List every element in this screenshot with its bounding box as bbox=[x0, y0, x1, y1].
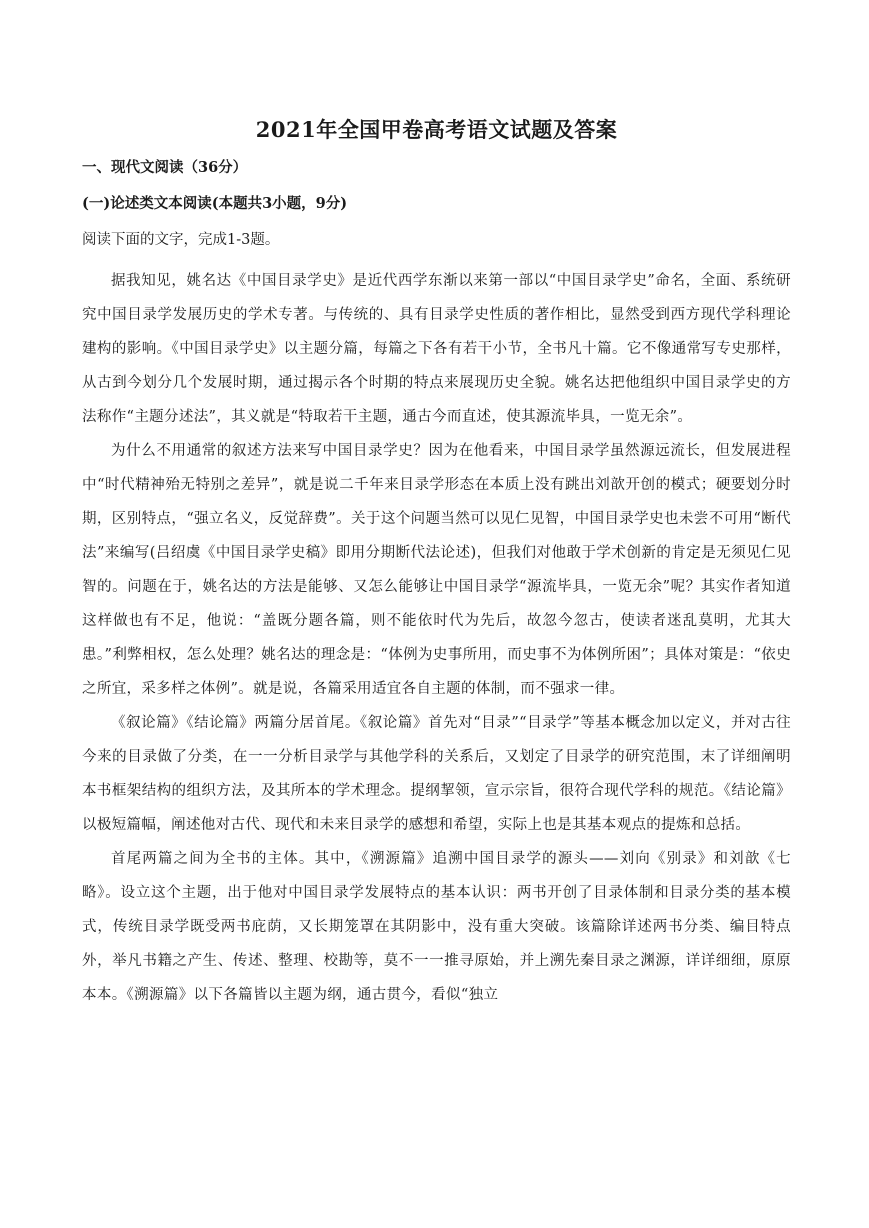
document-title: 2021年全国甲卷高考语文试题及答案 bbox=[255, 117, 618, 142]
paragraph: 《叙论篇》《结论篇》两篇分居首尾。《叙论篇》首先对“目录”“目录学”等基本概念加以定义，并对古往今来的目录做了分类，在一一分析目录学与其他学科的关系后，又划定了目录学的研究范围，末了详细阐明本书框架结构的组织方法，及其所本的学术理念。提纲挈领，宣示宗旨，很符合现代学科的规范。《结论篇》以极短篇幅，阐述他对古代、现代和未来目录学的感想和希望，实际上也是其基本观点的提炼和总括。 bbox=[82, 715, 791, 833]
reading-instruction: 阅读下面的文字，完成1-3题。 bbox=[82, 232, 280, 248]
section-heading: 一、现代文阅读（36分） bbox=[82, 159, 248, 176]
paragraph: 首尾两篇之间为全书的主体。其中，《溯源篇》追溯中国目录学的源头——刘向《别录》和刘歆《七略》。设立这个主题，出于他对中国目录学发展特点的基本认识：两书开创了目录体制和目录分类的基本模式，传统目录学既受两书庇荫，又长期笼罩在其阴影中，没有重大突破。该篇除详述两书分类、编目特点外，举凡书籍之产生、传述、整理、校勘等，莫不一一推寻原始，并上溯先秦目录之渊源，详详细细，原原本本。《溯源篇》以下各篇皆以主题为纲，通古贯今，看似“独立 bbox=[82, 851, 791, 1003]
subsection-heading: (一)论述类文本阅读(本题共3小题，9分) bbox=[82, 195, 348, 212]
paragraph: 为什么不用通常的叙述方法来写中国目录学史？因为在他看来，中国目录学虽然源远流长，但发展进程中“时代精神殆无特别之差异”，就是说二千年来目录学形态在本质上没有跳出刘歆开创的模式；硬要划分时期，区别特点，“强立名义，反觉辞费”。关于这个问题当然可以见仁见智，中国目录学史也未尝不可用“断代法”来编写(吕绍虞《中国目录学史稿》即用分期断代法论述)，但我们对他敢于学术创新的肯定是无须见仁见智的。问题在于，姚名达的方法是能够、又怎么能够让中国目录学“源流毕具，一览无余”呢？其实作者知道这样做也有不足，他说：“盖既分题各篇，则不能依时代为先后，故忽今忽古，使读者迷乱莫明，尤其大患。”利弊相权，怎么处理？姚名达的理念是：“体例为史事所用，而史事不为体例所困”；具体对策是：“依史之所宜，采多样之体例”。就是说，各篇采用适宜各自主题的体制，而不强求一律。 bbox=[82, 443, 791, 697]
paragraph: 据我知见，姚名达《中国目录学史》是近代西学东渐以来第一部以“中国目录学史”命名，全面、系统研究中国目录学发展历史的学术专著。与传统的、具有目录学史性质的著作相比，显然受到西方现代学科理论建构的影响。《中国目录学史》以主题分篇，每篇之下各有若干小节，全书凡十篇。它不像通常写专史那样，从古到今划分几个发展时期，通过揭示各个时期的特点来展现历史全貌。姚名达把他组织中国目录学史的方法称作“主题分述法”，其义就是“特取若干主题，通古今而直述，使其源流毕具，一览无余”。 bbox=[82, 273, 791, 425]
